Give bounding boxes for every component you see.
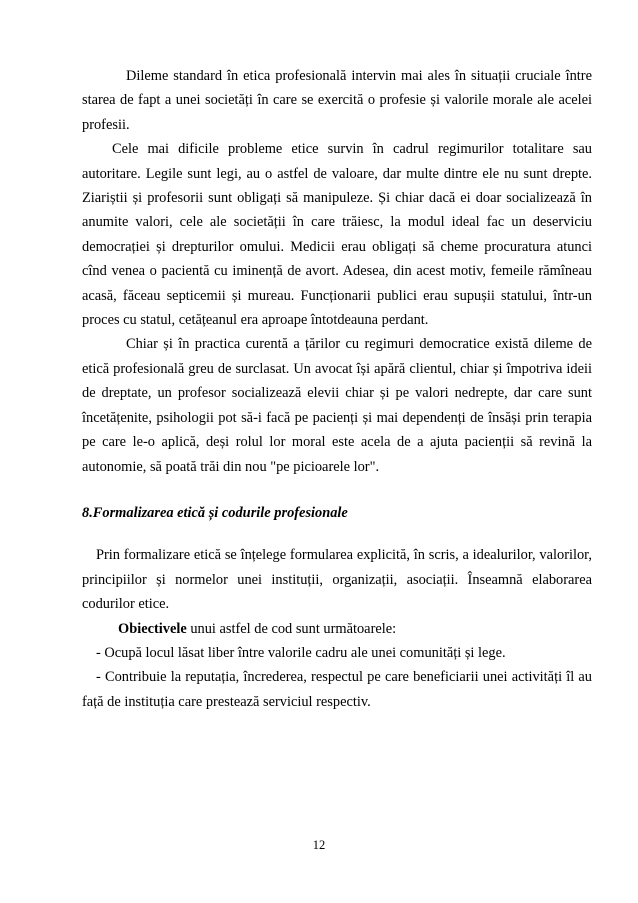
section-heading: 8.Formalizarea etică și codurile profesionale xyxy=(82,504,348,521)
paragraph-totalitarian-regimes: Cele mai dificile probleme etice survin în cadrul regimurilor totalitare sau autoritare. Legile sunt legi, au o astfel de valoare, dar multe dintre ele nu sunt drepte. Ziariștii și profesorii sunt obligați să manipuleze. Și chiar dacă ei doar socializează în anumite valori, cele ale societății în care trăiesc, la modul ideal fac un deserviciu democrației și drepturilor omului. Medicii erau obligați să cheme procuratura atunci cînd venea o pacientă cu iminență de avort. Adesea, din acest motiv, femeile rămîneau acasă, făceau septicemii și mureau. Funcționarii publici erau supușii statului, într-un proces cu statul, cetățeanul era aproape întotdeauna perdant. xyxy=(82,141,592,329)
page-number: 12 xyxy=(312,838,326,852)
paragraph-dilemmas-intro: Dileme standard în etica profesională intervin mai ales în situații cruciale între starea de fapt a unei societăți în care se exercită o profesie și valorile morale ale acelei profesii. xyxy=(82,68,592,133)
objectives-line xyxy=(82,617,592,641)
objectives-bold-label: Obiectivele xyxy=(118,620,187,637)
objectives-rest-text: unui astfel de cod sunt următoarele: xyxy=(186,620,397,637)
paragraph-democratic-regimes: Chiar și în practica curentă a țărilor cu regimuri democratice există dileme de etică profesională greu de surclasat. Un avocat își apără clientul, chiar și împotriva ideii de dreptate, un profesor socializează elevii chiar și pe valori nedrepte, dar care sunt încetățenite, psihologii pot să-i facă pe pacienți și mai dependenți de însăși prin terapia pe care le-o aplică, deși rolul lor moral este acela de a ajuta pacienții să revină la autonomie, să poată trăi din nou "pe picioarele lor". xyxy=(82,336,592,475)
document-page xyxy=(82,64,592,714)
objective-item-2: - Contribuie la reputația, încrederea, respectul pe care beneficiarii unei activități îl au față de instituția care prestează serviciul respectiv. xyxy=(82,669,592,710)
objective-item-1: - Ocupă locul lăsat liber între valorile cadru ale unei comunități și lege. xyxy=(96,644,506,661)
paragraph-formalization-definition: Prin formalizare etică se înțelege formularea explicită, în scris, a idealurilor, valorilor, principiilor și normelor unei instituții, organizații, asociații. Înseamnă elaborarea codurilor etice. xyxy=(82,547,592,613)
